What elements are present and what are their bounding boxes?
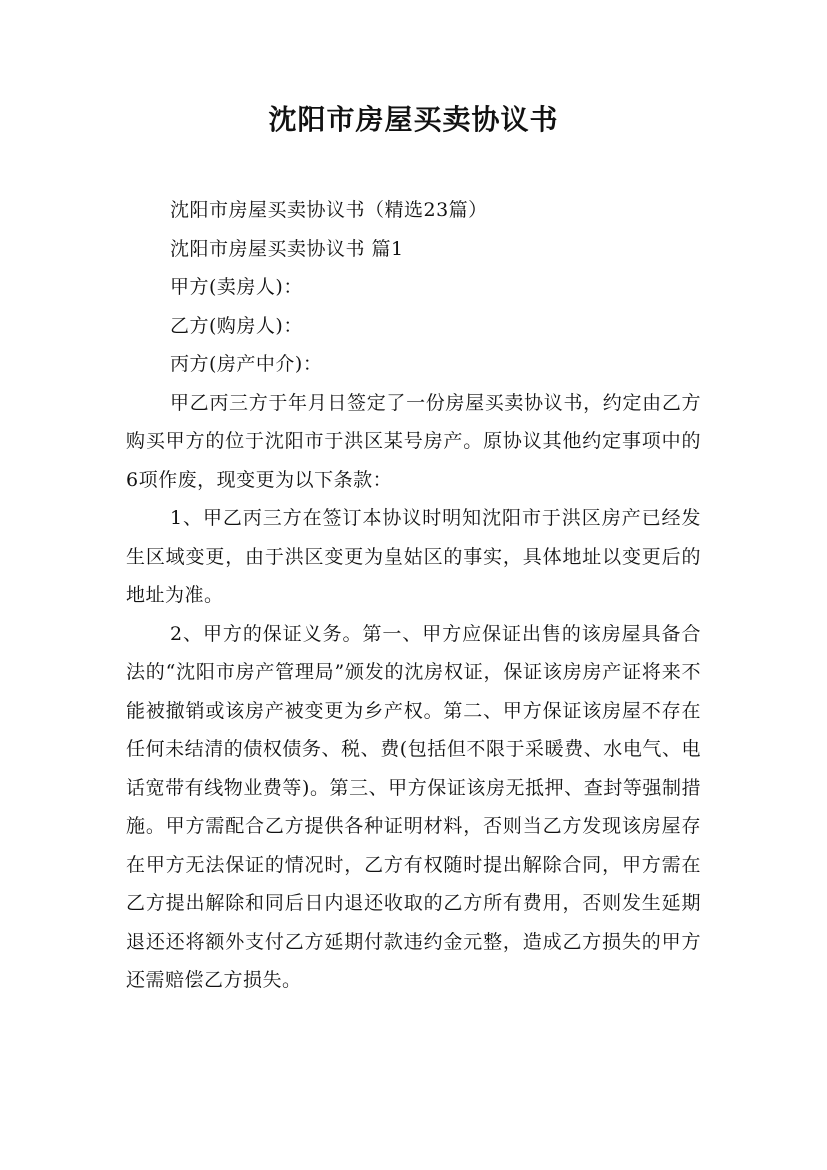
paragraph-intro: 甲乙丙三方于年月日签定了一份房屋买卖协议书，约定由乙方购买甲方的位于沈阳市于洪区某号房产。原协议其他约定事项中的6项作废，现变更为以下条款： — [126, 391, 701, 491]
document-subtitle: 沈阳市房屋买卖协议书（精选23篇） — [170, 199, 488, 221]
paragraph-clause-2: 2、甲方的保证义务。第一、甲方应保证出售的该房屋具备合法的“沈阳市房产管理局”颁发的沈房权证，保证该房房产证将来不能被撤销或该房产被变更为乡产权。第二、甲方保证该房屋不存在任何未结清的债权债务、税、费(包括但不限于采暖费、水电气、电话宽带有线物业费等)。第三、甲方保证该房无抵押、查封等强制措施。甲方需配合乙方提供各种证明材料，否则当乙方发现该房屋存在甲方无法保证的情况时，乙方有权随时提出解除合同，甲方需在乙方提出解除和同后日内退还收取的乙方所有费用，否则发生延期退还还将额外支付乙方延期付款违约金元整，造成乙方损失的甲方还需赔偿乙方损失。 — [126, 622, 701, 991]
document-body — [126, 191, 701, 1000]
party-b-label: 乙方(购房人)： — [170, 314, 303, 337]
section-heading: 沈阳市房屋买卖协议书 篇1 — [170, 237, 404, 260]
document-title: 沈阳市房屋买卖协议书 — [268, 103, 559, 136]
party-a-label: 甲方(卖房人)： — [170, 276, 303, 298]
party-c-label: 丙方(房产中介)： — [170, 353, 323, 375]
paragraph-clause-1: 1、甲乙丙三方在签订本协议时明知沈阳市于洪区房产已经发生区域变更，由于洪区变更为皇姑区的事实，具体地址以变更后的地址为准。 — [126, 507, 701, 606]
